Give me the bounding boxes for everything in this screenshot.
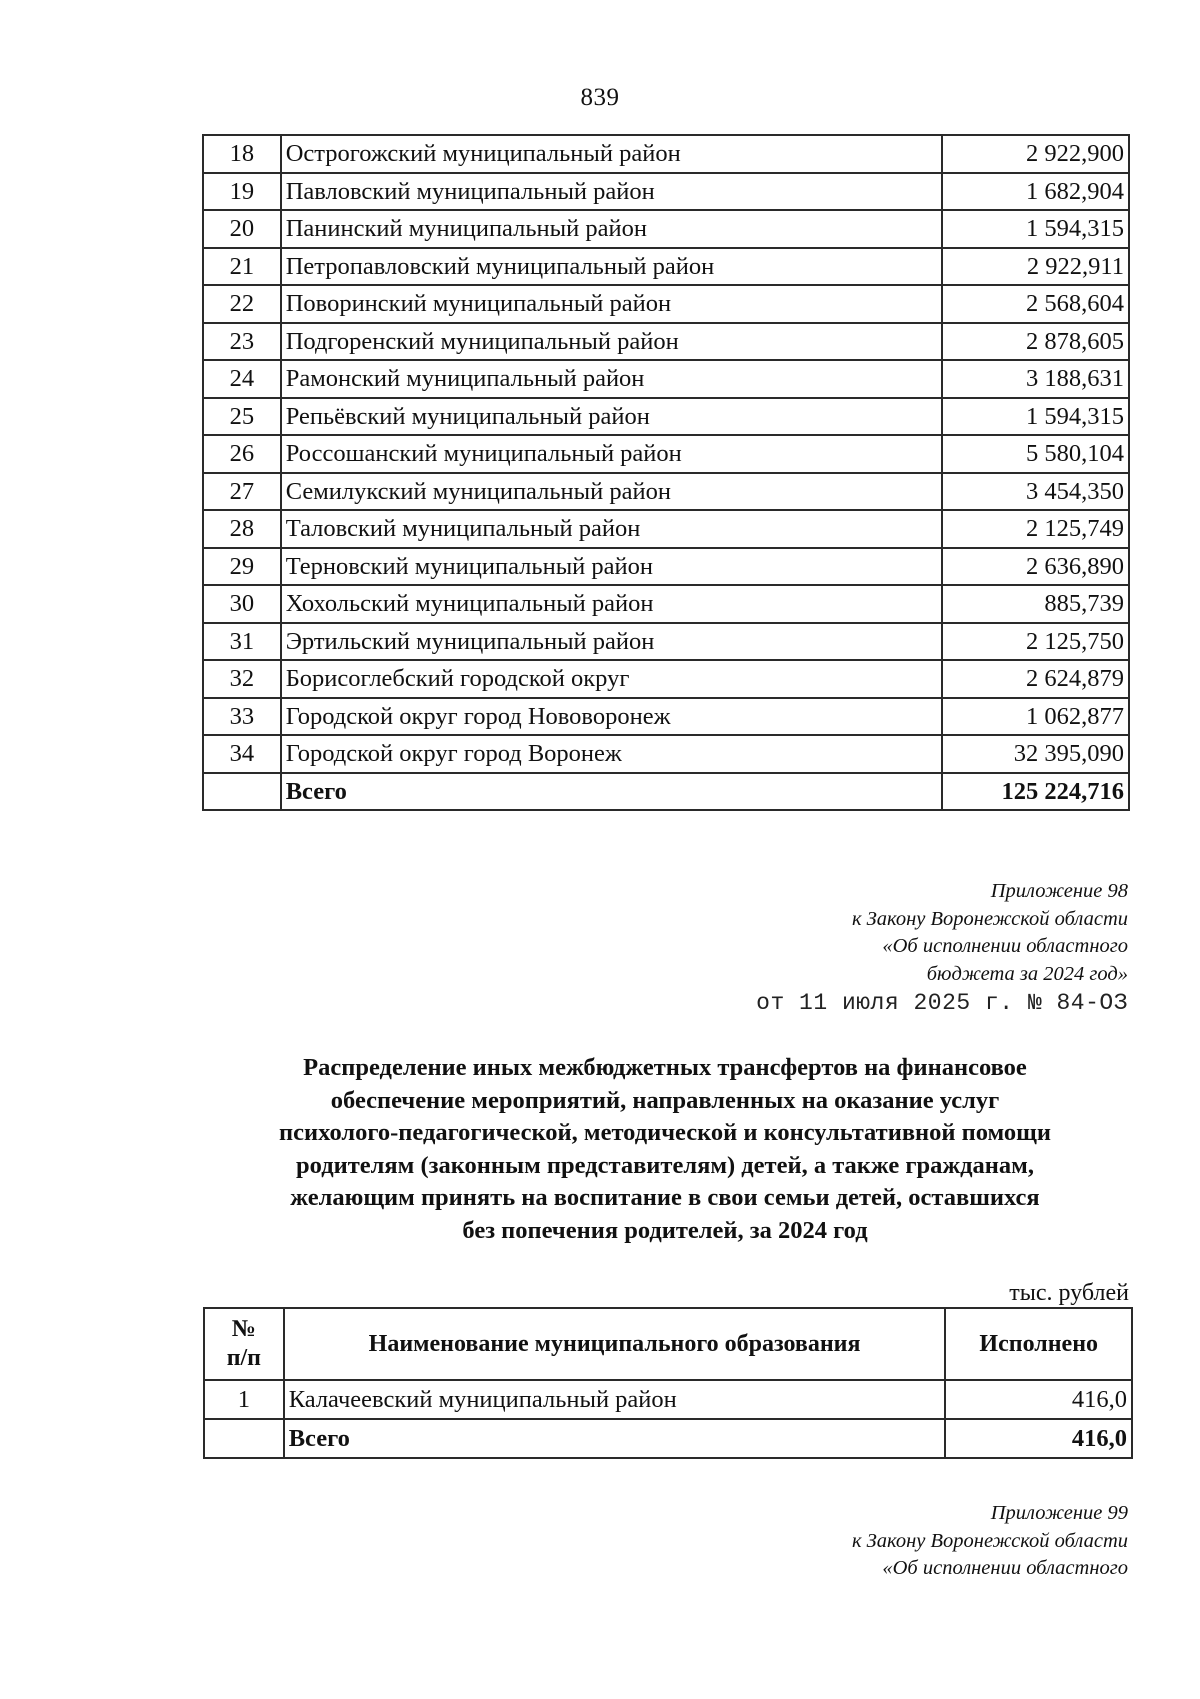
appendix-law-ref: к Закону Воронежской области xyxy=(851,1529,1128,1552)
municipality-name: Хохольский муниципальный район xyxy=(281,585,943,623)
total-row xyxy=(204,1419,1132,1458)
total-value: 416,0 xyxy=(945,1419,1132,1458)
table-row xyxy=(203,210,1129,248)
municipality-name: Петропавловский муниципальный район xyxy=(281,248,943,286)
table-row xyxy=(203,435,1129,473)
row-number: 33 xyxy=(203,698,281,736)
title-line: психолого-педагогической, методической и консультативной помощи xyxy=(279,1119,1051,1146)
amount-value: 3 188,631 xyxy=(942,360,1129,398)
decree-stamp: от 11 июля 2025 г. № 84-ОЗ xyxy=(756,990,1128,1016)
row-number: 30 xyxy=(203,585,281,623)
amount-value: 2 878,605 xyxy=(942,323,1129,361)
municipality-name: Подгоренский муниципальный район xyxy=(281,323,943,361)
appendix-number: Приложение 99 xyxy=(990,1502,1128,1524)
appendix-law-ref: к Закону Воронежской области xyxy=(851,907,1128,930)
transfers-table-continued xyxy=(202,134,1130,811)
table-row xyxy=(203,248,1129,286)
total-label: Всего xyxy=(281,773,943,811)
table-row xyxy=(203,660,1129,698)
title-line: без попечения родителей, за 2024 год xyxy=(462,1216,868,1244)
table-row xyxy=(204,1380,1132,1419)
table-row xyxy=(203,360,1129,398)
table-row xyxy=(203,698,1129,736)
amount-value: 2 922,911 xyxy=(942,248,1129,286)
municipality-name: Рамонский муниципальный район xyxy=(281,360,943,398)
table-header-row xyxy=(204,1308,1132,1380)
appendix-number: Приложение 98 xyxy=(990,880,1128,902)
row-number: 22 xyxy=(203,285,281,323)
page-number: 839 xyxy=(580,84,620,111)
amount-value: 2 624,879 xyxy=(942,660,1129,698)
appendix-law-title-1: «Об исполнении областного xyxy=(882,1557,1128,1579)
row-number: 29 xyxy=(203,548,281,586)
amount-value: 32 395,090 xyxy=(942,735,1129,773)
title-line: обеспечение мероприятий, направленных на оказание услуг xyxy=(330,1086,1000,1114)
table-row xyxy=(203,585,1129,623)
row-number: 19 xyxy=(203,173,281,211)
table-row xyxy=(203,285,1129,323)
municipality-name: Калачеевский муниципальный район xyxy=(284,1380,946,1419)
total-label: Всего xyxy=(284,1419,946,1458)
header-executed: Исполнено xyxy=(945,1308,1132,1380)
municipality-name: Поворинский муниципальный район xyxy=(281,285,943,323)
row-number: 26 xyxy=(203,435,281,473)
row-number xyxy=(203,773,281,811)
title-line: родителям (законным представителям) детей, а также гражданам, xyxy=(296,1151,1034,1179)
row-number: 27 xyxy=(203,473,281,511)
municipality-name: Терновский муниципальный район xyxy=(281,548,943,586)
table-row xyxy=(203,510,1129,548)
table-row xyxy=(203,623,1129,661)
table-row xyxy=(203,735,1129,773)
row-number: 21 xyxy=(203,248,281,286)
municipality-name: Городской округ город Нововоронеж xyxy=(281,698,943,736)
transfers-table-2024 xyxy=(203,1307,1133,1459)
municipality-name: Эртильский муниципальный район xyxy=(281,623,943,661)
table-row xyxy=(203,135,1129,173)
row-number: 34 xyxy=(203,735,281,773)
total-value: 125 224,716 xyxy=(942,773,1129,811)
header-number-abbr: п/п xyxy=(226,1345,262,1371)
amount-value: 1 594,315 xyxy=(942,398,1129,436)
municipality-name: Борисоглебский городской округ xyxy=(281,660,943,698)
row-number: 32 xyxy=(203,660,281,698)
municipality-name: Павловский муниципальный район xyxy=(281,173,943,211)
table-row xyxy=(203,323,1129,361)
appendix-99-header xyxy=(852,1500,1128,1583)
row-number: 23 xyxy=(203,323,281,361)
header-number-symbol: № xyxy=(231,1316,256,1342)
amount-value: 2 636,890 xyxy=(942,548,1129,586)
amount-value: 1 062,877 xyxy=(942,698,1129,736)
header-municipality: Наименование муниципального образования xyxy=(284,1308,946,1380)
municipality-name: Семилукский муниципальный район xyxy=(281,473,943,511)
appendix-98-header xyxy=(852,878,1128,988)
row-number xyxy=(204,1419,284,1458)
row-number: 18 xyxy=(203,135,281,173)
row-number: 31 xyxy=(203,623,281,661)
table-row xyxy=(203,473,1129,511)
table-row xyxy=(203,548,1129,586)
row-number: 28 xyxy=(203,510,281,548)
amount-value: 1 682,904 xyxy=(942,173,1129,211)
amount-value: 416,0 xyxy=(945,1380,1132,1419)
header-number xyxy=(204,1308,284,1380)
table-row xyxy=(203,398,1129,436)
amount-value: 2 125,750 xyxy=(942,623,1129,661)
row-number: 1 xyxy=(204,1380,284,1419)
title-line: Распределение иных межбюджетных трансфертов на финансовое xyxy=(303,1054,1027,1081)
amount-value: 2 922,900 xyxy=(942,135,1129,173)
municipality-name: Городской округ город Воронеж xyxy=(281,735,943,773)
section-title xyxy=(200,1052,1130,1247)
amount-value: 3 454,350 xyxy=(942,473,1129,511)
appendix-law-title-1: «Об исполнении областного xyxy=(882,935,1128,957)
amount-value: 885,739 xyxy=(942,585,1129,623)
municipality-name: Репьёвский муниципальный район xyxy=(281,398,943,436)
row-number: 24 xyxy=(203,360,281,398)
total-row xyxy=(203,773,1129,811)
appendix-law-title-2: бюджета за 2024 год» xyxy=(926,962,1128,985)
amount-value: 2 568,604 xyxy=(942,285,1129,323)
municipality-name: Таловский муниципальный район xyxy=(281,510,943,548)
amount-value: 2 125,749 xyxy=(942,510,1129,548)
municipality-name: Острогожский муниципальный район xyxy=(281,135,943,173)
municipality-name: Панинский муниципальный район xyxy=(281,210,943,248)
title-line: желающим принять на воспитание в свои семьи детей, оставшихся xyxy=(290,1184,1040,1211)
municipality-name: Россошанский муниципальный район xyxy=(281,435,943,473)
row-number: 25 xyxy=(203,398,281,436)
row-number: 20 xyxy=(203,210,281,248)
table-row xyxy=(203,173,1129,211)
amount-value: 1 594,315 xyxy=(942,210,1129,248)
units-label: тыс. рублей xyxy=(1009,1280,1129,1306)
amount-value: 5 580,104 xyxy=(942,435,1129,473)
